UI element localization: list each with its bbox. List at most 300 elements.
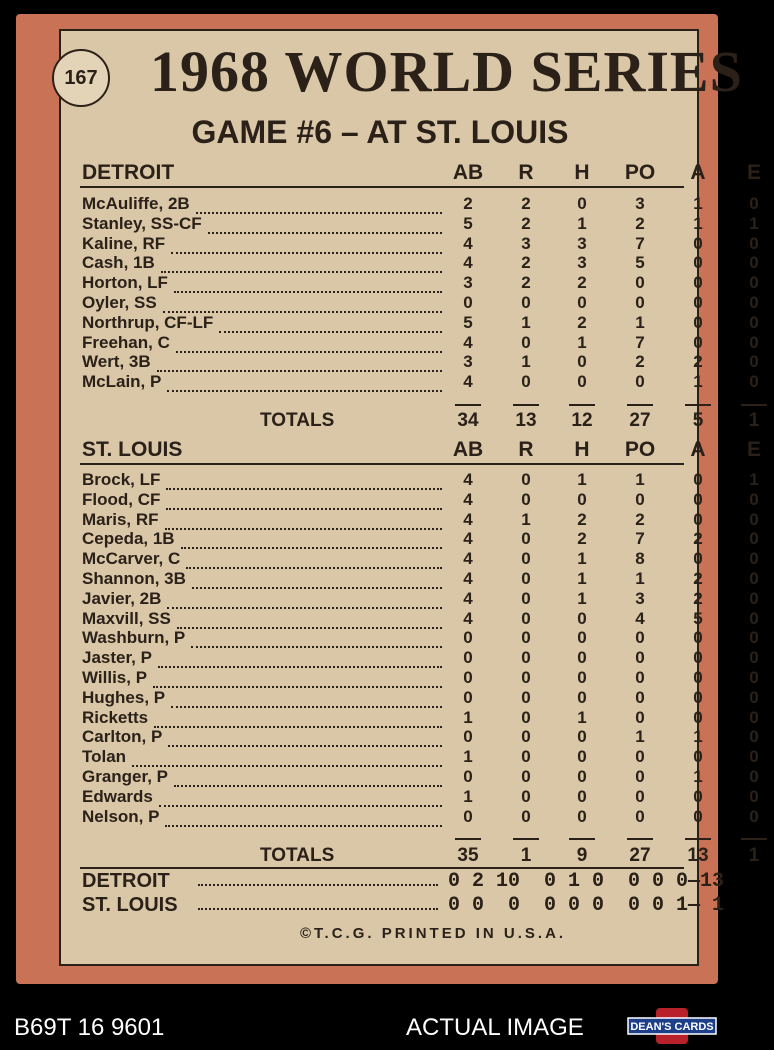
stat-e: 1: [749, 213, 759, 233]
total-rule: [685, 404, 711, 406]
stat-ab: 0: [463, 806, 473, 826]
detroit-totals: [80, 410, 760, 432]
stat-r: 0: [521, 292, 531, 312]
col-po: PO: [624, 438, 656, 461]
stat-po: 4: [635, 608, 645, 628]
detroit-team-label: DETROIT: [82, 161, 175, 184]
total-rule: [685, 838, 711, 840]
stat-e: 0: [749, 273, 759, 293]
stat-r: 3: [521, 233, 531, 253]
player-row: [80, 372, 759, 392]
stat-r: 0: [521, 608, 531, 628]
stat-r: 0: [521, 766, 531, 786]
stat-a: 1: [693, 766, 703, 786]
stat-po: 7: [635, 529, 645, 549]
stat-h: 1: [577, 213, 587, 233]
leader-dots: [186, 549, 442, 569]
linescore-stlouis: [80, 894, 725, 918]
stat-ab: 4: [463, 549, 473, 569]
leader-dots: [168, 727, 442, 747]
stat-ab: 4: [463, 372, 473, 392]
stat-po: 0: [635, 648, 645, 668]
stat-ab: 0: [463, 687, 473, 707]
player-row: [80, 549, 759, 569]
stat-h: 1: [577, 332, 587, 352]
player-name: Stanley, SS-CF: [82, 213, 202, 233]
stat-po: 2: [635, 509, 645, 529]
stat-ab: 4: [463, 332, 473, 352]
leader-dots: [159, 787, 442, 807]
stlouis-total-ab: 35: [457, 845, 479, 866]
stlouis-total-e: 1: [748, 845, 760, 866]
col-ab: AB: [452, 161, 484, 184]
player-name: Edwards: [82, 786, 153, 806]
deans-cards-logo: [626, 1006, 718, 1046]
stlouis-total-r: 1: [520, 845, 532, 866]
stlouis-totals: [80, 845, 760, 867]
card-title: 1968 WORLD SERIES: [150, 39, 743, 104]
leader-dots: [163, 293, 442, 313]
col-a: A: [690, 161, 706, 184]
stat-e: 0: [749, 786, 759, 806]
stat-ab: 5: [463, 312, 473, 332]
linescore-innings: 0 0 0 0 0 0 0 0 1— 1: [448, 894, 725, 917]
stat-e: 1: [749, 470, 759, 489]
leader-dots: [165, 510, 442, 530]
stat-ab: 0: [463, 727, 473, 747]
stat-r: 2: [521, 253, 531, 273]
stat-r: 0: [521, 529, 531, 549]
stat-a: 1: [693, 727, 703, 747]
stat-e: 0: [749, 489, 759, 509]
stlouis-batting-rows: [80, 470, 759, 826]
stat-h: 1: [577, 470, 587, 489]
stat-r: 0: [521, 687, 531, 707]
stat-h: 0: [577, 747, 587, 767]
stat-e: 0: [749, 529, 759, 549]
player-row: [80, 667, 759, 688]
player-row: [80, 588, 759, 609]
leader-dots: [174, 273, 442, 293]
stat-ab: 4: [463, 529, 473, 549]
player-name: Javier, 2B: [82, 588, 162, 608]
leader-dots: [132, 747, 442, 767]
stat-ab: 0: [463, 648, 473, 668]
total-rule: [455, 404, 481, 406]
leader-dots: [157, 352, 442, 372]
stat-a: 0: [693, 470, 703, 489]
linescore-divider: [80, 867, 684, 869]
detroit-total-h: 12: [571, 410, 593, 431]
stat-po: 0: [635, 806, 645, 826]
stat-a: 0: [693, 332, 703, 352]
stat-ab: 4: [463, 509, 473, 529]
leader-dots: [154, 708, 442, 728]
col-r: R: [518, 161, 534, 184]
stat-r: 0: [521, 806, 531, 826]
player-name: McCarver, C: [82, 549, 181, 569]
stat-r: 0: [521, 568, 531, 588]
stat-e: 0: [749, 568, 759, 588]
stat-a: 0: [693, 489, 703, 509]
stat-e: 0: [749, 332, 759, 352]
player-row: [80, 213, 759, 234]
stat-h: 0: [577, 372, 587, 392]
stat-e: 0: [749, 727, 759, 747]
player-row: [80, 766, 759, 787]
stat-ab: 4: [463, 233, 473, 253]
player-row: [80, 332, 759, 353]
leader-dots: [181, 529, 442, 549]
stat-h: 0: [577, 194, 587, 213]
player-name: Maxvill, SS: [82, 608, 171, 628]
player-name: Willis, P: [82, 667, 148, 687]
linescore-detroit: [80, 870, 725, 894]
stat-po: 1: [635, 568, 645, 588]
stat-r: 2: [521, 213, 531, 233]
player-name: Cash, 1B: [82, 253, 155, 273]
total-rule: [513, 404, 539, 406]
player-name: Ricketts: [82, 707, 149, 727]
stat-ab: 0: [463, 292, 473, 312]
stat-e: 0: [749, 766, 759, 786]
stat-po: 3: [635, 194, 645, 213]
col-e: E: [746, 161, 761, 184]
stat-a: 0: [693, 687, 703, 707]
stat-a: 0: [693, 786, 703, 806]
col-e: E: [746, 438, 761, 461]
player-row: [80, 233, 759, 254]
stat-ab: 0: [463, 628, 473, 648]
stat-r: 0: [521, 707, 531, 727]
leader-dots: [219, 313, 442, 333]
stat-ab: 3: [463, 273, 473, 293]
stat-e: 0: [749, 588, 759, 608]
stat-r: 1: [521, 312, 531, 332]
stat-h: 2: [577, 273, 587, 293]
player-row: [80, 352, 759, 372]
cert-label: B69T 16 9601: [14, 1014, 165, 1041]
player-row: [80, 786, 759, 807]
player-row: [80, 608, 759, 629]
stat-po: 5: [635, 253, 645, 273]
stat-a: 2: [693, 529, 703, 549]
player-row: [80, 747, 759, 767]
stat-po: 7: [635, 233, 645, 253]
stat-r: 0: [521, 648, 531, 668]
stat-r: 0: [521, 332, 531, 352]
stat-r: 0: [521, 786, 531, 806]
stat-h: 0: [577, 667, 587, 687]
stat-po: 0: [635, 786, 645, 806]
player-row: [80, 470, 759, 490]
stat-h: 1: [577, 588, 587, 608]
stat-po: 0: [635, 707, 645, 727]
stat-r: 0: [521, 549, 531, 569]
stlouis-header: [80, 437, 761, 465]
player-row: [80, 312, 759, 333]
player-row: [80, 292, 759, 313]
player-name: Wert, 3B: [82, 352, 151, 372]
stat-po: 0: [635, 628, 645, 648]
stlouis-total-a: 13: [687, 845, 709, 866]
leader-dots: [171, 234, 442, 254]
stat-h: 2: [577, 312, 587, 332]
stat-po: 0: [635, 292, 645, 312]
stat-a: 0: [693, 509, 703, 529]
stat-a: 0: [693, 292, 703, 312]
stat-ab: 1: [463, 707, 473, 727]
stat-po: 0: [635, 372, 645, 392]
stat-po: 3: [635, 588, 645, 608]
leader-dots: [167, 589, 442, 609]
leader-dots: [165, 807, 442, 827]
stat-e: 0: [749, 292, 759, 312]
stat-h: 1: [577, 549, 587, 569]
stat-a: 0: [693, 312, 703, 332]
stat-po: 0: [635, 667, 645, 687]
total-rule: [569, 838, 595, 840]
player-name: Northrup, CF-LF: [82, 312, 214, 332]
player-name: Washburn, P: [82, 628, 186, 648]
stat-po: 2: [635, 352, 645, 372]
total-rule: [513, 838, 539, 840]
stat-ab: 4: [463, 608, 473, 628]
stat-h: 1: [577, 568, 587, 588]
stat-po: 0: [635, 687, 645, 707]
stat-po: 0: [635, 489, 645, 509]
player-name: Brock, LF: [82, 470, 161, 489]
stat-po: 2: [635, 213, 645, 233]
player-name: Maris, RF: [82, 509, 159, 529]
stat-r: 1: [521, 352, 531, 372]
stat-ab: 4: [463, 568, 473, 588]
stat-ab: 0: [463, 766, 473, 786]
stat-h: 0: [577, 628, 587, 648]
detroit-batting-rows: [80, 194, 759, 392]
leader-dots: [161, 253, 442, 273]
stat-a: 0: [693, 628, 703, 648]
player-row: [80, 253, 759, 273]
stat-ab: 3: [463, 352, 473, 372]
stat-ab: 4: [463, 253, 473, 273]
stat-a: 2: [693, 568, 703, 588]
detroit-total-po: 27: [629, 410, 651, 431]
stat-e: 0: [749, 806, 759, 826]
leader-dots: [167, 372, 442, 392]
leader-dots: [176, 333, 442, 353]
totals-label: TOTALS: [260, 410, 335, 431]
stat-h: 3: [577, 253, 587, 273]
player-name: Granger, P: [82, 766, 168, 786]
stat-e: 0: [749, 509, 759, 529]
leader-dots: [158, 648, 442, 668]
stat-a: 0: [693, 273, 703, 293]
detroit-total-ab: 34: [457, 410, 479, 431]
stat-e: 0: [749, 312, 759, 332]
stat-ab: 4: [463, 489, 473, 509]
stat-ab: 5: [463, 213, 473, 233]
stat-r: 0: [521, 372, 531, 392]
stat-ab: 0: [463, 667, 473, 687]
stat-h: 0: [577, 648, 587, 668]
player-row: [80, 628, 759, 648]
player-row: [80, 273, 759, 293]
stat-a: 0: [693, 253, 703, 273]
totals-label: TOTALS: [260, 845, 335, 866]
leader-dots: [192, 569, 442, 589]
stat-h: 0: [577, 766, 587, 786]
actual-image-label: ACTUAL IMAGE: [406, 1014, 584, 1041]
stat-a: 0: [693, 806, 703, 826]
total-rule: [741, 404, 767, 406]
stat-h: 2: [577, 529, 587, 549]
col-a: A: [690, 438, 706, 461]
player-row: [80, 489, 759, 510]
player-row: [80, 648, 759, 668]
stat-e: 0: [749, 233, 759, 253]
leader-dots: [166, 490, 442, 510]
player-name: Tolan: [82, 747, 127, 767]
stat-po: 8: [635, 549, 645, 569]
stat-r: 0: [521, 489, 531, 509]
stat-e: 0: [749, 628, 759, 648]
stat-h: 0: [577, 786, 587, 806]
stlouis-total-h: 9: [576, 845, 588, 866]
stat-h: 0: [577, 608, 587, 628]
player-name: Cepeda, 1B: [82, 529, 175, 549]
player-name: Carlton, P: [82, 727, 163, 747]
stat-e: 0: [749, 707, 759, 727]
leader-dots: [196, 194, 442, 214]
stat-a: 2: [693, 352, 703, 372]
stat-r: 2: [521, 273, 531, 293]
stat-r: 0: [521, 667, 531, 687]
stat-a: 0: [693, 233, 703, 253]
card-subtitle: GAME #6 – AT ST. LOUIS: [191, 114, 569, 150]
stat-h: 2: [577, 509, 587, 529]
stat-h: 0: [577, 727, 587, 747]
stat-r: 0: [521, 470, 531, 489]
stat-r: 1: [521, 509, 531, 529]
player-name: Shannon, 3B: [82, 568, 186, 588]
stat-a: 2: [693, 588, 703, 608]
stat-po: 0: [635, 273, 645, 293]
stat-e: 0: [749, 687, 759, 707]
leader-dots: [166, 470, 442, 490]
player-name: Nelson, P: [82, 806, 160, 826]
stat-a: 1: [693, 194, 703, 213]
player-name: McAuliffe, 2B: [82, 194, 190, 213]
stat-e: 0: [749, 747, 759, 767]
leader-dots: [153, 668, 442, 688]
player-row: [80, 568, 759, 589]
stat-r: 0: [521, 628, 531, 648]
player-row: [80, 707, 759, 728]
stat-h: 3: [577, 233, 587, 253]
player-name: McLain, P: [82, 372, 162, 392]
player-row: [80, 806, 759, 827]
total-rule: [569, 404, 595, 406]
stat-po: 1: [635, 727, 645, 747]
col-ab: AB: [452, 438, 484, 461]
stat-po: 0: [635, 747, 645, 767]
stat-a: 0: [693, 549, 703, 569]
total-rule: [455, 838, 481, 840]
player-row: [80, 687, 759, 708]
player-row: [80, 194, 759, 214]
stat-h: 0: [577, 352, 587, 372]
detroit-total-r: 13: [515, 410, 537, 431]
stat-ab: 1: [463, 747, 473, 767]
logo-text: DEAN'S CARDS: [630, 1021, 714, 1033]
stat-po: 7: [635, 332, 645, 352]
stat-po: 1: [635, 470, 645, 489]
leader-dots: [198, 884, 438, 886]
stat-e: 0: [749, 352, 759, 372]
stat-e: 0: [749, 608, 759, 628]
stat-po: 1: [635, 312, 645, 332]
leader-dots: [198, 908, 438, 910]
stat-ab: 4: [463, 470, 473, 489]
player-row: [80, 727, 759, 747]
col-h: H: [574, 438, 590, 461]
stat-e: 0: [749, 549, 759, 569]
player-name: Kaline, RF: [82, 233, 166, 253]
copyright-line: ©T.C.G. PRINTED IN U.S.A.: [300, 925, 567, 942]
player-name: Flood, CF: [82, 489, 161, 509]
stat-h: 1: [577, 707, 587, 727]
leader-dots: [208, 214, 442, 234]
col-r: R: [518, 438, 534, 461]
stat-e: 0: [749, 667, 759, 687]
leader-dots: [171, 688, 442, 708]
player-row: [80, 529, 759, 549]
total-rule: [627, 838, 653, 840]
stat-a: 0: [693, 747, 703, 767]
player-name: Freehan, C: [82, 332, 170, 352]
stat-a: 1: [693, 372, 703, 392]
card-number: 167: [52, 49, 110, 107]
linescore-team: ST. LOUIS: [82, 894, 178, 916]
stlouis-total-po: 27: [629, 845, 651, 866]
stat-ab: 2: [463, 194, 473, 213]
stat-po: 0: [635, 766, 645, 786]
detroit-total-e: 1: [748, 410, 760, 431]
player-name: Hughes, P: [82, 687, 166, 707]
stat-r: 2: [521, 194, 531, 213]
stat-e: 0: [749, 648, 759, 668]
linescore-innings: 0 2 10 0 1 0 0 0 0—13: [448, 870, 725, 893]
detroit-header: [80, 160, 761, 188]
stat-h: 0: [577, 489, 587, 509]
stat-a: 0: [693, 707, 703, 727]
detroit-total-a: 5: [692, 410, 704, 431]
stat-e: 0: [749, 372, 759, 392]
stat-a: 0: [693, 667, 703, 687]
stat-e: 0: [749, 253, 759, 273]
stat-r: 0: [521, 727, 531, 747]
stat-r: 0: [521, 747, 531, 767]
stat-r: 0: [521, 588, 531, 608]
stat-a: 5: [693, 608, 703, 628]
player-name: Horton, LF: [82, 273, 168, 293]
player-row: [80, 509, 759, 530]
stat-h: 0: [577, 687, 587, 707]
col-h: H: [574, 161, 590, 184]
stat-ab: 4: [463, 588, 473, 608]
stat-h: 0: [577, 806, 587, 826]
